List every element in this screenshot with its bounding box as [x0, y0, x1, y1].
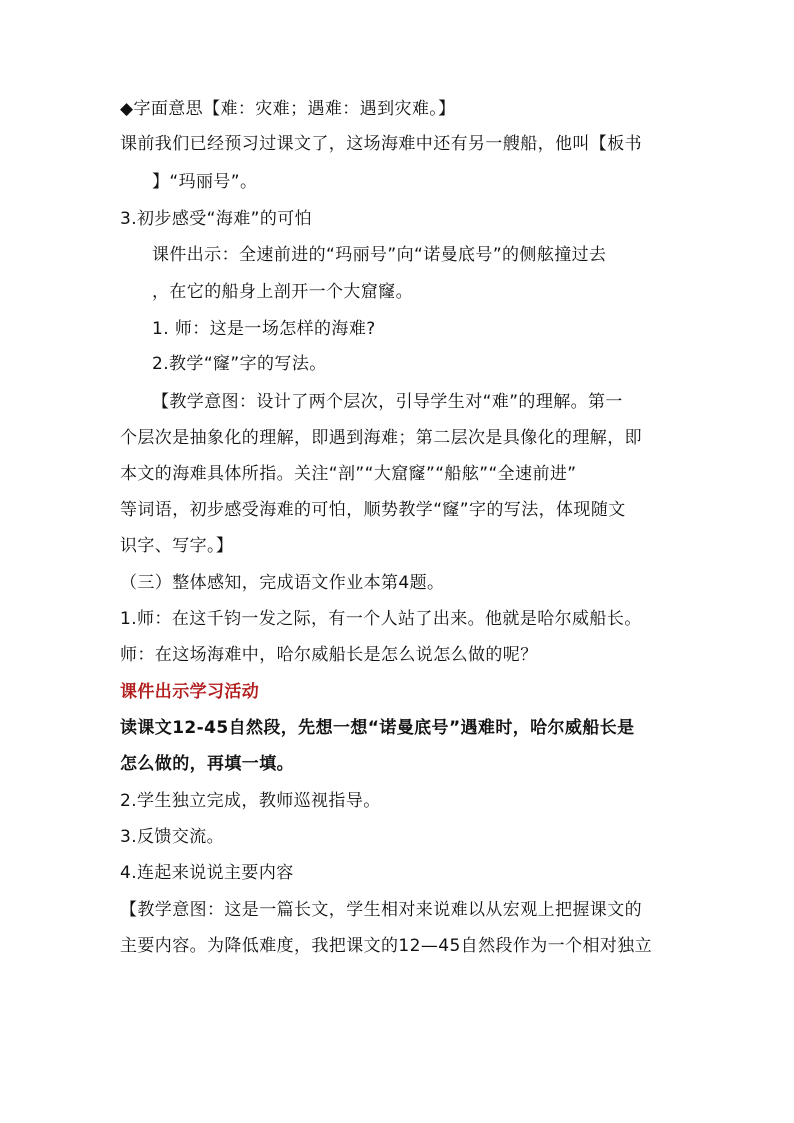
text-line: 】“玛丽号”。 [152, 172, 258, 192]
text-line: 3.反馈交流。 [120, 827, 225, 847]
activity-text: 读课文12-45自然段，先想一想“诺曼底号”遇难时，哈尔威船长是 [120, 718, 635, 738]
section-heading: （三）整体感知，完成语文作业本第4题。 [120, 573, 445, 593]
text-line: 师：在这场海难中，哈尔威船长是怎么说怎么做的呢？ [120, 645, 538, 665]
text-line: 个层次是抽象化的理解，即遇到海难；第二层次是具像化的理解，即 [120, 428, 642, 448]
text-line: 2.教学“窿”字的写法。 [152, 354, 327, 374]
text-line: 1.师：在这千钧一发之际，有一个人站了出来。他就是哈尔威船长。 [120, 609, 642, 629]
text-line: 【教学意图：设计了两个层次，引导学生对“难”的理解。第一 [152, 392, 623, 412]
text-line: 主要内容。为降低难度，我把课文的12—45自然段作为一个相对独立 [120, 936, 653, 956]
section-heading: 3.初步感受“海难”的可怕 [120, 209, 313, 229]
text-line: 等词语，初步感受海难的可怕，顺势教学“窿”字的写法，体现随文 [120, 500, 626, 520]
activity-text: 怎么做的，再填一填。 [120, 754, 294, 774]
text-line: ，在它的船身上剖开一个大窟窿。 [152, 282, 413, 302]
text-line: 1. 师：这是一场怎样的海难? [152, 319, 376, 339]
text-line: 课前我们已经预习过课文了，这场海难中还有另一艘船，他叫【板书 [120, 134, 642, 154]
text-line: 课件出示：全速前进的“玛丽号”向“诺曼底号”的侧舷撞过去 [152, 245, 607, 265]
activity-heading: 课件出示学习活动 [120, 682, 260, 702]
text-line: 本文的海难具体所指。关注“剖”“大窟窿”“船舷”“全速前进” [120, 464, 577, 484]
text-line: 【教学意图：这是一篇长文，学生相对来说难以从宏观上把握课文的 [120, 900, 642, 920]
text-line: ◆字面意思【难：灾难；遇难：遇到灾难。】 [120, 99, 456, 119]
text-line: 4.连起来说说主要内容 [120, 863, 294, 883]
text-line: 2.学生独立完成，教师巡视指导。 [120, 791, 381, 811]
text-line: 识字、写字。】 [120, 536, 234, 556]
